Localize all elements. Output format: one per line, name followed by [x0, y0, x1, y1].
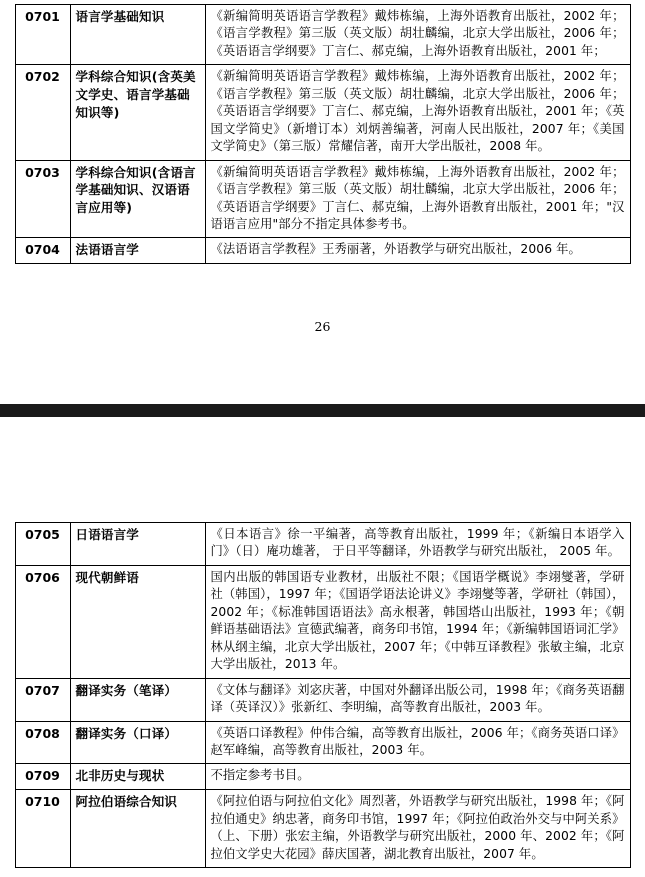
course-name: 学科综合知识(含英美文学史、语言学基础知识等): [70, 65, 205, 160]
course-table-top-wrapper: [0, 4, 645, 264]
course-name: 法语语言学: [70, 238, 205, 264]
table-row: [15, 160, 630, 238]
table-row: [15, 678, 630, 721]
table-row: [15, 790, 630, 868]
table-row: [15, 721, 630, 764]
course-code: 0703: [15, 160, 70, 238]
course-references: 《文体与翻译》刘宓庆著，中国对外翻译出版公司，1998 年；《商务英语翻译（英译汉）》张新红、李明编，高等教育出版社，2003 年。: [205, 678, 630, 721]
course-code: 0705: [15, 523, 70, 566]
course-references: 《法语语言学教程》王秀丽著，外语教学与研究出版社，2006 年。: [205, 238, 630, 264]
table-row: [15, 5, 630, 65]
course-table-top: [15, 4, 631, 264]
table-row: [15, 565, 630, 678]
course-code: 0708: [15, 721, 70, 764]
course-references: 国内出版的韩国语专业教材，出版社不限；《国语学概说》李翊燮著，学研社（韩国），1997 年；《国语学语法论讲义》李翊燮等著，学研社（韩国）， 2002 年；《标准韩国语语法》高永根著，韩国塔山出版社，1993 年；《朝鲜语基础语法》宣德武编著，商务印书馆，1994 年；《新编韩国语词汇学》林从纲主编，北京大学出版社，2007 年；《中韩互译教程》张敏主编，北京大学出版社，2013 年。: [205, 565, 630, 678]
table-row: [15, 523, 630, 566]
course-references: 《新编简明英语语言学教程》戴炜栋编，上海外语教育出版社，2002 年；《语言学教程》第三版（英文版）胡壮麟编，北京大学出版社，2006 年；《英语语言学纲要》丁言仁、郝克编，上海外语教育出版社，2001 年；"汉语语言应用"部分不指定具体参考书。: [205, 160, 630, 238]
course-name: 阿拉伯语综合知识: [70, 790, 205, 868]
page-number: 26: [314, 319, 331, 334]
table-row: [15, 65, 630, 160]
table-row: [15, 238, 630, 264]
course-code: 0710: [15, 790, 70, 868]
course-name: 翻译实务（笔译）: [70, 678, 205, 721]
course-code: 0704: [15, 238, 70, 264]
course-code: 0709: [15, 764, 70, 790]
course-name: 学科综合知识(含语言学基础知识、汉语语言应用等): [70, 160, 205, 238]
course-code: 0702: [15, 65, 70, 160]
course-name: 北非历史与现状: [70, 764, 205, 790]
course-name: 现代朝鲜语: [70, 565, 205, 678]
course-references: 《日本语言》徐一平编著，高等教育出版社，1999 年；《新编日本语学入门》（日）庵功雄著， 于日平等翻译，外语教学与研究出版社， 2005 年。: [205, 523, 630, 566]
course-references: 《阿拉伯语与阿拉伯文化》周烈著，外语教学与研究出版社，1998 年；《阿拉伯通史》纳忠著，商务印书馆，1997 年；《阿拉伯政治外交与中阿关系》（上、下册）张宏主编，外语教学与研究出版社，2000 年、2002 年；《阿拉伯文学史大花园》薛庆国著，湖北教育出版社，2007 年。: [205, 790, 630, 868]
course-references: 《新编简明英语语言学教程》戴炜栋编，上海外语教育出版社，2002 年；《语言学教程》第三版（英文版）胡壮麟编，北京大学出版社，2006 年；《英语语言学纲要》丁言仁、郝克编，上海外语教育出版社，2001 年；《英国文学简史》（新增订本）刘炳善编著，河南人民出版社，2007 年；《美国文学简史》（第三版）常耀信著，南开大学出版社，2008 年。: [205, 65, 630, 160]
table-row: [15, 764, 630, 790]
course-code: 0701: [15, 5, 70, 65]
course-table-bottom-wrapper: [0, 522, 645, 868]
course-name: 语言学基础知识: [70, 5, 205, 65]
course-references: 《新编简明英语语言学教程》戴炜栋编，上海外语教育出版社，2002 年；《语言学教程》第三版（英文版）胡壮麟编，北京大学出版社，2006 年；《英语语言学纲要》丁言仁、郝克编，上海外语教育出版社，2001 年；: [205, 5, 630, 65]
course-name: 翻译实务（口译）: [70, 721, 205, 764]
course-code: 0706: [15, 565, 70, 678]
course-references: 《英语口译教程》仲伟合编，高等教育出版社，2006 年；《商务英语口译》赵军峰编，高等教育出版社，2003 年。: [205, 721, 630, 764]
page-break-divider: [0, 404, 645, 417]
course-name: 日语语言学: [70, 523, 205, 566]
course-code: 0707: [15, 678, 70, 721]
course-table-bottom: [15, 522, 631, 868]
course-references: 不指定参考书目。: [205, 764, 630, 790]
